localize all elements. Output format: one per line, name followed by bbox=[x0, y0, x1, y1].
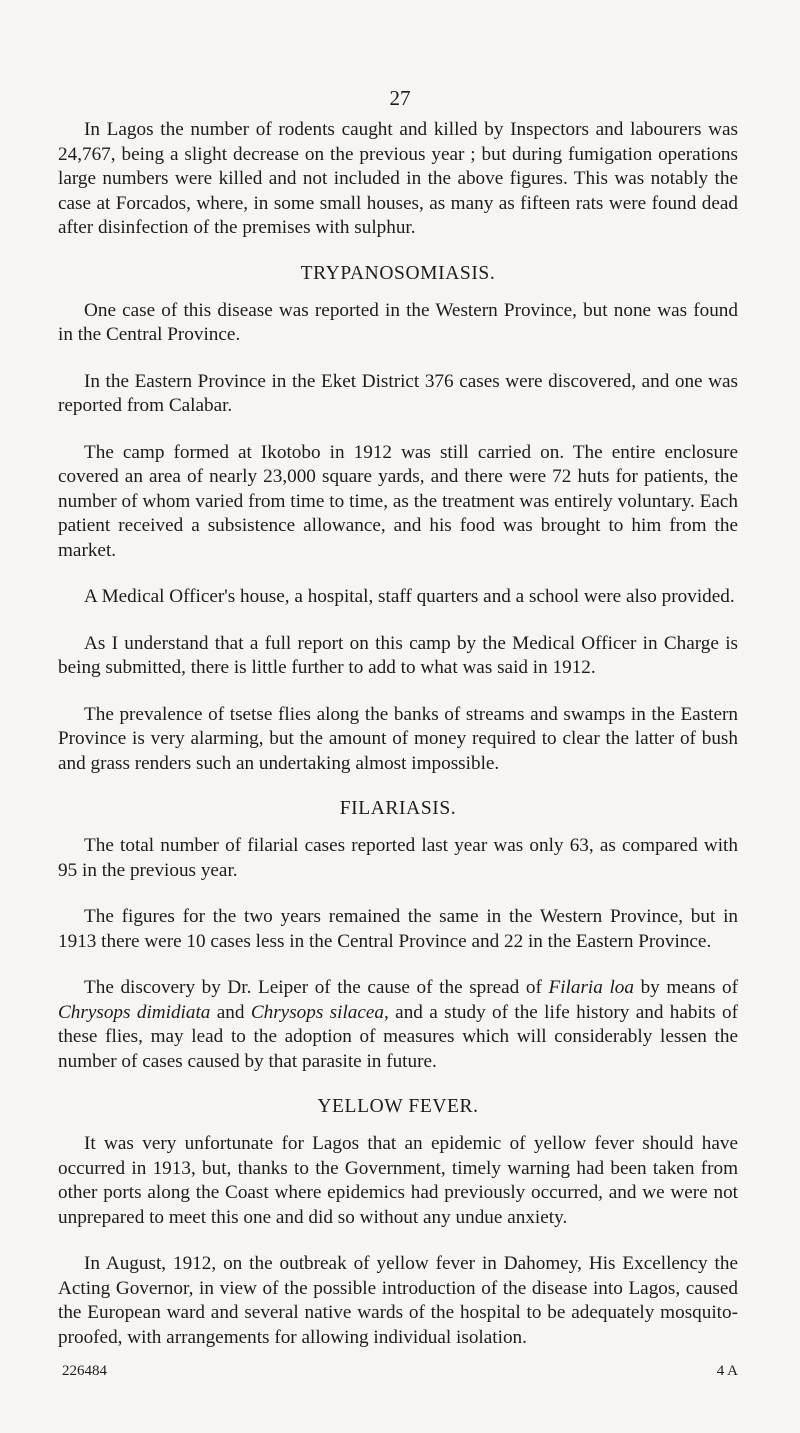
text-run: and bbox=[210, 1001, 251, 1023]
paragraph: A Medical Officer's house, a hospital, staff quarters and a school were also provided. bbox=[84, 586, 735, 607]
paragraph: One case of this disease was reported in the Western Province, but none was found in the Central Province. bbox=[58, 299, 738, 345]
text-run: The discovery by Dr. Leiper of the cause of the spread of bbox=[84, 977, 549, 998]
text-run: and a study of the life history and habits of these flies, may lead to the adoption of measures which will considerably lessen the number of cases caused by that parasite in future. bbox=[58, 1001, 738, 1072]
paragraph: In the Eastern Province in the Eket District 376 cases were discovered, and one was reported from Calabar. bbox=[58, 370, 738, 416]
paragraph: The figures for the two years remained the same in the Western Province, but in 1913 there were 10 cases less in the Central Province and 22 in the Eastern Province. bbox=[58, 906, 738, 952]
heading-yellow-fever: YELLOW FEVER. bbox=[317, 1096, 479, 1117]
paragraph: The total number of filarial cases reported last year was only 63, as compared with 95 in the previous year. bbox=[58, 835, 738, 881]
paragraph-rodents: In Lagos the number of rodents caught and killed by Inspectors and labourers was 24,767, being a slight decrease on the previous year ; but during fumigation operations large numbers were killed and not included in the above figures. This was notably the case at Forcados, where, in some small houses, as many as fifteen rats were found dead after disinfection of the premises with sulphur. bbox=[58, 119, 738, 238]
species-name: Chrysops silacea, bbox=[250, 1001, 389, 1023]
species-name: Filaria loa bbox=[548, 977, 634, 998]
paragraph: It was very unfortunate for Lagos that an epidemic of yellow fever should have occurred in 1913, but, thanks to the Government, timely warning had been taken from other ports along the Coast where epidemics had previously occurred, and we were not unprepared to meet this one and did so without any undue anxiety. bbox=[58, 1133, 738, 1228]
heading-filariasis: FILARIASIS. bbox=[339, 798, 457, 819]
paragraph: The camp formed at Ikotobo in 1912 was still carried on. The entire enclosure covered an area of nearly 23,000 square yards, and there were 72 huts for patients, the number of whom varied from time to time, as the treatment was entirely voluntary. Each patient received a subsistence allowance, and his food was brought to him from the market. bbox=[58, 441, 738, 561]
paragraph: As I understand that a full report on this camp by the Medical Officer in Charge is being submitted, there is little further to add to what was said in 1912. bbox=[58, 632, 738, 678]
paragraph-leiper bbox=[58, 976, 738, 1074]
signature-mark: 4 A bbox=[716, 1363, 738, 1379]
page-number: 27 bbox=[389, 86, 411, 110]
text-run: by means of bbox=[633, 977, 738, 998]
paragraph: In August, 1912, on the outbreak of yellow fever in Dahomey, His Excellency the Acting Governor, in view of the possible introduction of the disease into Lagos, caused the European ward and several native wards of the hospital to be adequately mosquito-proofed, with arrangements for allowing individual isolation. bbox=[58, 1253, 738, 1348]
heading-trypanosomiasis: TRYPANOSOMIASIS. bbox=[300, 262, 496, 284]
print-code: 226484 bbox=[62, 1363, 107, 1379]
species-name: Chrysops dimidiata bbox=[58, 1001, 211, 1023]
paragraph: The prevalence of tsetse flies along the banks of streams and swamps in the Eastern Province is very alarming, but the amount of money required to clear the latter of bush and grass renders such an undertaking almost impossible. bbox=[58, 703, 738, 774]
page-body bbox=[58, 118, 738, 1372]
